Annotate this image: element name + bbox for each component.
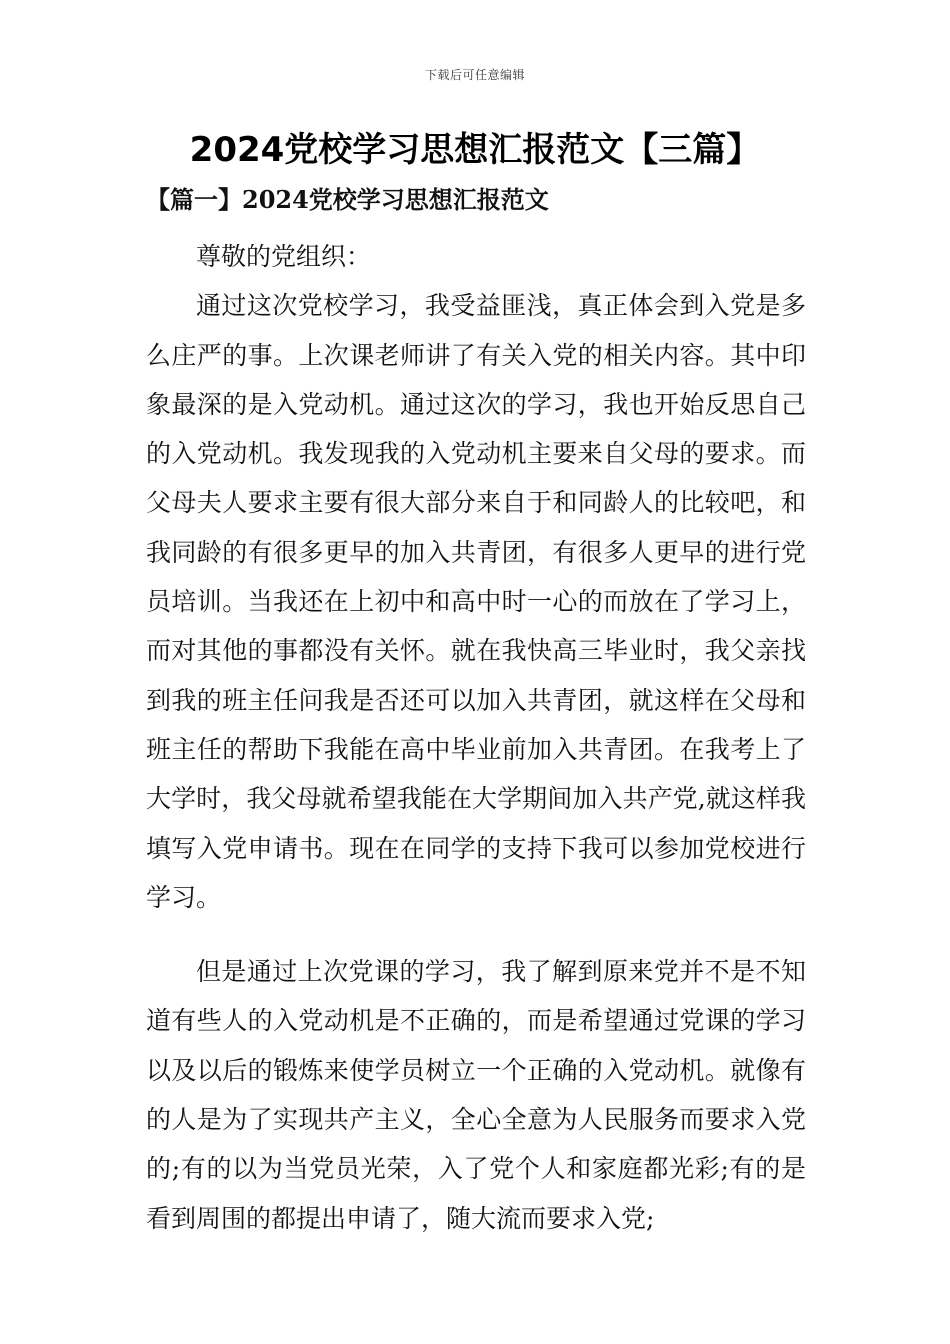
document-title: 2024党校学习思想汇报范文【三篇】 (189, 130, 761, 170)
salutation: 尊敬的党组织： (196, 242, 372, 271)
paragraph-2: 但是通过上次党课的学习，我了解到原来党并不是不知道有些人的入党动机是不正确的，而是希望通过党课的学习以及以后的锻炼来使学员树立一个正确的入党动机。就像有的人是为了实现共产主义，全心全意为人民服务而要求入党的;有的以为当党员光荣，入了党个人和家庭都光彩;有的是看到周围的都提出申请了，随大流而要求入党; (146, 957, 806, 1233)
paragraph-1: 通过这次党校学习，我受益匪浅，真正体会到入党是多么庄严的事。上次课老师讲了有关入党的相关内容。其中印象最深的是入党动机。通过这次的学习，我也开始反思自己的入党动机。我发现我的入党动机主要来自父母的要求。而父母夫人要求主要有很大部分来自于和同龄人的比较吧，和我同龄的有很多更早的加入共青团，有很多人更早的进行党员培训。当我还在上初中和高中时一心的而放在了学习上，而对其他的事都没有关怀。就在我快高三毕业时，我父亲找到我的班主任问我是否还可以加入共青团，就这样在父母和班主任的帮助下我能在高中毕业前加入共青团。在我考上了大学时，我父母就希望我能在大学期间加入共产党,就这样我填写入党申请书。现在在同学的支持下我可以参加党校进行学习。 (146, 291, 806, 912)
document-body (146, 232, 806, 1243)
section-heading: 【篇一】2024党校学习思想汇报范文 (146, 185, 549, 214)
header-note: 下载后可任意编辑 (424, 68, 525, 82)
